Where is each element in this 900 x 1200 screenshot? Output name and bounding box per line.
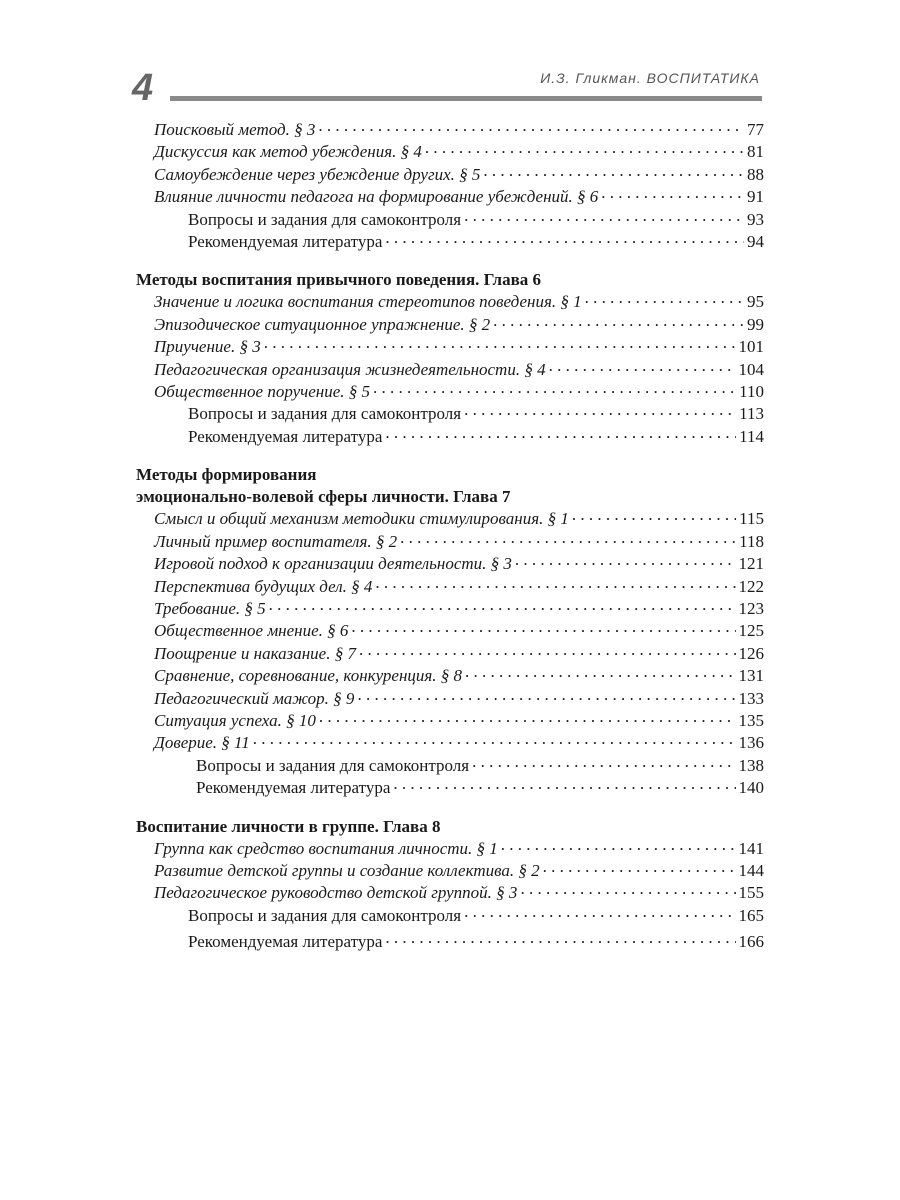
- toc-entry-title: Рекомендуемая литература: [196, 778, 391, 798]
- toc-entry-page: 114: [739, 426, 764, 446]
- toc-entry[interactable]: [136, 553, 764, 575]
- toc-entry-page: 94: [747, 232, 764, 252]
- toc-entry-page: 91: [747, 187, 764, 207]
- leader-dots: [385, 931, 735, 947]
- toc-entry-title: Общественное мнение. § 6: [154, 621, 349, 641]
- leader-dots: [253, 732, 736, 748]
- toc-entry-page: 155: [738, 883, 764, 903]
- toc-entry[interactable]: [136, 665, 764, 687]
- toc-entry-page: 88: [747, 164, 764, 184]
- toc-entry-title: Вопросы и задания для самоконтроля: [188, 905, 462, 925]
- toc-entry-literature[interactable]: [136, 231, 764, 253]
- leader-dots: [543, 860, 736, 876]
- toc-entry[interactable]: [136, 186, 764, 208]
- toc-entry[interactable]: [136, 531, 764, 553]
- toc-entry-page: 104: [738, 359, 764, 379]
- leader-dots: [385, 426, 736, 442]
- chapter-title-line-2[interactable]: эмоционально-волевой сферы личности. Глава 7: [136, 487, 511, 507]
- leader-dots: [319, 710, 736, 726]
- toc-entry[interactable]: [136, 314, 764, 336]
- toc-entry-title: Поисковый метод. § 3: [154, 120, 316, 139]
- toc-entry-title: Дискуссия как метод убеждения. § 4: [154, 142, 422, 162]
- toc-entry[interactable]: [136, 598, 764, 620]
- leader-dots: [351, 620, 735, 636]
- toc-entry-title: Личный пример воспитателя. § 2: [154, 531, 398, 551]
- toc-entry-page: 118: [739, 531, 764, 551]
- toc-entry[interactable]: [136, 291, 764, 313]
- leader-dots: [472, 755, 735, 771]
- toc-entry-page: 77: [747, 120, 764, 139]
- leader-dots: [464, 905, 735, 921]
- toc-entry-title: Влияние личности педагога на формирование убеждений. § 6: [154, 187, 599, 207]
- toc-entry-questions[interactable]: [136, 209, 764, 231]
- leader-dots: [483, 164, 744, 180]
- leader-dots: [264, 336, 736, 352]
- leader-dots: [515, 553, 736, 569]
- header-rule: [170, 96, 762, 101]
- page-number: 4: [132, 67, 154, 109]
- toc-entry-page: 113: [739, 404, 764, 424]
- toc-entry[interactable]: [136, 141, 764, 163]
- toc-entry-title: Группа как средство воспитания личности. § 1: [154, 838, 498, 858]
- toc-entry-title: Общественное поручение. § 5: [154, 382, 371, 402]
- toc-entry-page: 101: [738, 337, 764, 357]
- chapter-title-line-1[interactable]: Методы формирования: [136, 465, 317, 485]
- toc-entry-title: Рекомендуемая литература: [188, 426, 383, 446]
- toc-entry[interactable]: [136, 164, 764, 186]
- toc-entry[interactable]: [136, 860, 764, 882]
- toc-entry-page: 99: [747, 314, 764, 334]
- toc-entry-page: 165: [738, 905, 764, 925]
- toc-entry-title: Сравнение, соревнование, конкуренция. § 8: [154, 666, 463, 686]
- toc-entry-page: 141: [738, 838, 764, 858]
- toc-entry[interactable]: [136, 732, 764, 754]
- table-of-contents: [136, 119, 764, 970]
- toc-entry-title: Требование. § 5: [154, 598, 266, 618]
- toc-entry[interactable]: [136, 643, 764, 665]
- toc-entry[interactable]: [136, 119, 764, 141]
- toc-entry[interactable]: [136, 710, 764, 732]
- toc-entry[interactable]: [136, 882, 764, 904]
- leader-dots: [493, 314, 744, 330]
- leader-dots: [318, 119, 744, 135]
- leader-dots: [385, 231, 744, 247]
- toc-entry-title: Значение и логика воспитания стереотипов поведения. § 1: [154, 292, 582, 312]
- leader-dots: [501, 838, 736, 854]
- leader-dots: [585, 291, 744, 307]
- leader-dots: [464, 209, 744, 225]
- toc-entry-title: Эпизодическое ситуационное упражнение. § 2: [154, 314, 491, 334]
- toc-entry-title: Вопросы и задания для самоконтроля: [188, 209, 462, 229]
- toc-entry[interactable]: [136, 359, 764, 381]
- leader-dots: [464, 403, 736, 419]
- toc-entry-page: 93: [747, 209, 764, 229]
- toc-entry-title: Перспектива будущих дел. § 4: [154, 576, 373, 596]
- leader-dots: [393, 777, 735, 793]
- toc-entry-title: Педагогическое руководство детской группой. § 3: [154, 883, 518, 903]
- toc-section-chapter-8: [136, 816, 764, 954]
- chapter-title[interactable]: Методы воспитания привычного поведения. Глава 6: [136, 270, 542, 290]
- toc-entry-page: 136: [738, 733, 764, 753]
- toc-entry-page: 126: [738, 643, 764, 663]
- leader-dots: [400, 531, 736, 547]
- toc-entry-questions[interactable]: [136, 905, 764, 927]
- toc-section-chapter-6: [136, 269, 764, 448]
- leader-dots: [549, 359, 736, 375]
- toc-entry-page: 138: [738, 755, 764, 775]
- toc-entry-title: Педагогическая организация жизнедеятельности. § 4: [154, 359, 546, 379]
- toc-section-ch5-continued: [136, 119, 764, 253]
- leader-dots: [269, 598, 736, 614]
- leader-dots: [572, 508, 736, 524]
- toc-entry-page: 110: [739, 382, 764, 402]
- leader-dots: [373, 381, 736, 397]
- toc-entry[interactable]: [136, 688, 764, 710]
- toc-entry-page: 131: [738, 666, 764, 686]
- toc-entry-questions[interactable]: [136, 755, 764, 777]
- toc-entry-title: Смысл и общий механизм методики стимулирования. § 1: [154, 509, 569, 529]
- toc-entry[interactable]: [136, 576, 764, 598]
- toc-entry-page: 121: [738, 554, 764, 574]
- toc-entry-title: Рекомендуемая литература: [188, 932, 383, 952]
- toc-entry-title: Развитие детской группы и создание коллектива. § 2: [154, 860, 540, 880]
- toc-entry-title: Поощрение и наказание. § 7: [154, 643, 356, 663]
- leader-dots: [359, 643, 736, 659]
- toc-entry[interactable]: [136, 381, 764, 403]
- toc-section-chapter-7: [136, 464, 764, 799]
- toc-entry-literature[interactable]: [136, 777, 764, 799]
- leader-dots: [425, 141, 744, 157]
- leader-dots: [465, 665, 735, 681]
- toc-entry-page: 95: [747, 292, 764, 312]
- toc-entry-title: Вопросы и задания для самоконтроля: [188, 404, 462, 424]
- toc-entry-page: 166: [738, 932, 764, 952]
- toc-entry-title: Игровой подход к организации деятельности. § 3: [154, 554, 512, 574]
- chapter-title[interactable]: Воспитание личности в группе. Глава 8: [136, 816, 441, 836]
- toc-entry-page: 135: [738, 710, 764, 730]
- leader-dots: [357, 688, 735, 704]
- toc-entry-page: 133: [738, 688, 764, 708]
- toc-entry-page: 144: [738, 860, 764, 880]
- toc-entry-literature[interactable]: [136, 931, 764, 953]
- toc-entry[interactable]: [136, 336, 764, 358]
- running-head: И.З. Гликман. ВОСПИТАТИКА: [540, 70, 760, 86]
- toc-entry-page: 115: [739, 509, 764, 529]
- toc-entry-title: Вопросы и задания для самоконтроля: [196, 755, 470, 775]
- toc-entry-page: 123: [738, 598, 764, 618]
- toc-entry-title: Ситуация успеха. § 10: [154, 710, 316, 730]
- toc-entry-questions[interactable]: [136, 403, 764, 425]
- toc-entry-literature[interactable]: [136, 426, 764, 448]
- toc-entry[interactable]: [136, 508, 764, 530]
- toc-entry-title: Доверие. § 11: [154, 733, 250, 753]
- leader-dots: [375, 576, 735, 592]
- toc-entry-page: 125: [738, 621, 764, 641]
- leader-dots: [520, 882, 735, 898]
- toc-entry[interactable]: [136, 620, 764, 642]
- toc-entry-title: Рекомендуемая литература: [188, 232, 383, 252]
- toc-entry-title: Педагогический мажор. § 9: [154, 688, 355, 708]
- toc-entry-title: Самоубеждение через убеждение других. § 5: [154, 164, 481, 184]
- toc-entry-page: 122: [738, 576, 764, 596]
- toc-entry-page: 81: [747, 142, 764, 162]
- toc-entry[interactable]: [136, 838, 764, 860]
- toc-entry-title: Приучение. § 3: [154, 337, 261, 357]
- leader-dots: [601, 186, 744, 202]
- toc-entry-page: 140: [738, 778, 764, 798]
